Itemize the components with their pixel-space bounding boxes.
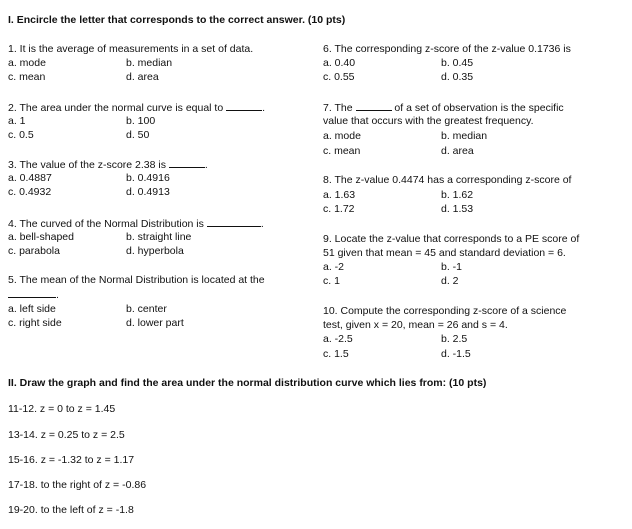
graph-item-15-16: 15-16. z = -1.32 to z = 1.17 (8, 454, 135, 466)
question-1-option-a: a. mode (8, 57, 46, 69)
question-6-option-a: a. 0.40 (323, 57, 356, 69)
question-1-option-d: d. area (126, 71, 159, 83)
answer-blank (226, 101, 262, 111)
answer-blank (169, 158, 205, 168)
graph-item-11-12: 11-12. z = 0 to z = 1.45 (8, 403, 116, 415)
section-2-heading: II. Draw the graph and find the area under the normal distribution curve which lies from: (10 pts) (8, 377, 487, 389)
question-2-option-d: d. 50 (126, 129, 150, 141)
question-1-option-b: b. median (126, 57, 173, 69)
question-3-option-c: c. 0.4932 (8, 186, 52, 198)
question-5-option-b: b. center (126, 303, 167, 315)
question-6-option-c: c. 0.55 (323, 71, 355, 83)
question-9-option-a: a. -2 (323, 261, 345, 273)
question-5-blank-line (8, 288, 59, 302)
question-7-option-b: b. median (441, 130, 488, 142)
question-8-stem: 8. The z-value 0.4474 has a corresponding z-score of (323, 174, 572, 186)
question-3-text: 3. The value of the z-score 2.38 is (8, 159, 166, 171)
question-7-option-d: d. area (441, 145, 474, 157)
question-3-option-d: d. 0.4913 (126, 186, 170, 198)
question-8-option-d: d. 1.53 (441, 203, 474, 215)
question-2-option-b: b. 100 (126, 115, 156, 127)
question-10-stem: 10. Compute the corresponding z-score of a science (323, 305, 567, 317)
question-4-end: . (260, 218, 264, 230)
question-7-text-end: of a set of observation is the specific (394, 102, 564, 114)
graph-item-19-20: 19-20. to the left of z = -1.8 (8, 504, 134, 516)
question-2-option-c: c. 0.5 (8, 129, 34, 141)
question-2-stem (8, 101, 265, 115)
answer-blank (207, 217, 261, 227)
question-7-stem-line-2: value that occurs with the greatest frequency. (323, 115, 534, 127)
question-10-option-b: b. 2.5 (441, 333, 468, 345)
graph-item-17-18: 17-18. to the right of z = -0.86 (8, 479, 147, 491)
question-5-end: . (56, 289, 59, 301)
question-7-option-c: c. mean (323, 145, 361, 157)
question-7-stem (323, 101, 564, 115)
question-6-option-d: d. 0.35 (441, 71, 474, 83)
question-3-end: . (204, 159, 208, 171)
question-1-stem: 1. It is the average of measurements in a set of data. (8, 43, 254, 55)
section-1-heading: I. Encircle the letter that corresponds to the correct answer. (10 pts) (8, 14, 346, 26)
question-9-stem-line-2: 51 given that mean = 45 and standard deviation = 6. (323, 247, 566, 259)
question-4-stem (8, 217, 264, 231)
question-5-option-a: a. left side (8, 303, 56, 315)
question-1-option-c: c. mean (8, 71, 46, 83)
question-2-option-a: a. 1 (8, 115, 26, 127)
question-3-option-a: a. 0.4887 (8, 172, 52, 184)
question-10-stem-line-2: test, given x = 20, mean = 26 and s = 4. (323, 319, 508, 331)
question-2-end: . (262, 102, 266, 114)
question-9-stem: 9. Locate the z-value that corresponds to a PE score of (323, 233, 580, 245)
question-8-option-c: c. 1.72 (323, 203, 355, 215)
question-4-option-b: b. straight line (126, 231, 192, 243)
question-4-option-c: c. parabola (8, 245, 60, 257)
question-10-option-c: c. 1.5 (323, 348, 349, 360)
question-4-option-a: a. bell-shaped (8, 231, 74, 243)
question-5-option-c: c. right side (8, 317, 62, 329)
graph-item-13-14: 13-14. z = 0.25 to z = 2.5 (8, 429, 125, 441)
question-7-text-start: 7. The (323, 102, 353, 114)
question-7-option-a: a. mode (323, 130, 361, 142)
question-3-option-b: b. 0.4916 (126, 172, 170, 184)
question-2-text: 2. The area under the normal curve is equal to (8, 102, 224, 114)
answer-blank (8, 288, 56, 298)
question-8-option-a: a. 1.63 (323, 189, 356, 201)
answer-blank (356, 101, 392, 111)
question-5-option-d: d. lower part (126, 317, 184, 329)
question-4-text: 4. The curved of the Normal Distribution is (8, 218, 204, 230)
question-6-option-b: b. 0.45 (441, 57, 474, 69)
question-3-stem (8, 158, 208, 172)
question-4-option-d: d. hyperbola (126, 245, 184, 257)
question-9-option-d: d. 2 (441, 275, 459, 287)
question-9-option-c: c. 1 (323, 275, 340, 287)
question-5-stem: 5. The mean of the Normal Distribution is located at the (8, 274, 265, 286)
question-6-stem: 6. The corresponding z-score of the z-value 0.1736 is (323, 43, 571, 55)
question-8-option-b: b. 1.62 (441, 189, 474, 201)
question-10-option-d: d. -1.5 (441, 348, 471, 360)
question-10-option-a: a. -2.5 (323, 333, 353, 345)
question-9-option-b: b. -1 (441, 261, 463, 273)
